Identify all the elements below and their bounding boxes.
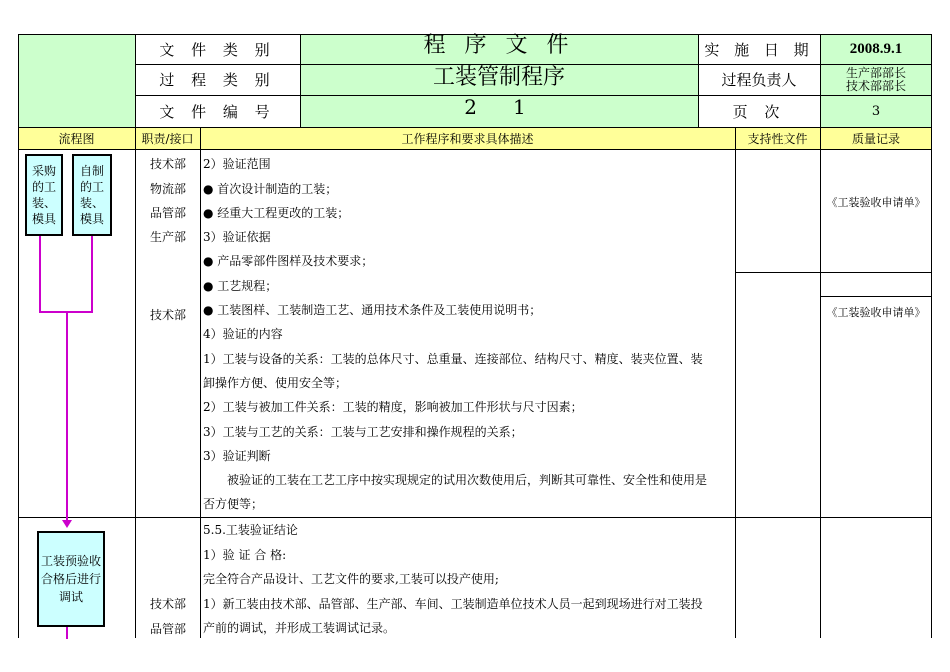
resp-4: 生产部: [150, 230, 187, 244]
page-label: 页 次: [732, 102, 786, 121]
desc-line: 完全符合产品设计、工艺文件的要求,工装可以投产使用;: [203, 572, 499, 586]
owner-value-line2: 技术部部长: [845, 79, 906, 93]
desc-line: 产前的调试，并形成工装调试记录。: [203, 621, 396, 635]
desc-line: 2）工装与被加工件关系：工装的精度，影响被加工件形状与尺寸因素；: [203, 400, 583, 414]
desc-line: ● 工装图样、工装制造工艺、通用技术条件及工装使用说明书；: [203, 303, 542, 317]
impl-date-label: 实 施 日 期: [704, 40, 814, 59]
desc-line: 否方便等；: [203, 497, 264, 511]
resp-2: 物流部: [150, 182, 187, 196]
col-flowchart: 流程图: [58, 131, 95, 146]
doc-number-value: 2 1: [464, 95, 534, 119]
desc-line: ● 产品零部件图样及技术要求；: [203, 254, 374, 268]
header-left-block: [18, 34, 135, 127]
process-category-value: 工装管制程序: [432, 65, 565, 90]
resp-7: 品管部: [150, 622, 187, 636]
desc-line: 2）验证范围: [203, 157, 271, 171]
desc-line: 被验证的工装在工艺工序中按实现规定的试用次数使用后，判断其可靠性、安全性和使用是: [203, 473, 708, 487]
desc-line: ● 工艺规程；: [203, 279, 278, 293]
connector-trunk: [66, 312, 68, 522]
col-description: 工作程序和要求具体描述: [401, 131, 534, 146]
connector-right-down: [91, 236, 93, 312]
desc-line: 4）验证的内容: [203, 327, 283, 341]
connector-left-down: [39, 236, 41, 312]
desc-line: 1）新工装由技术部、品管部、生产部、车间、工装制造单位技术人员一起到现场进行对工装投: [203, 597, 703, 611]
desc-line: 1）验 证 合 格:: [203, 548, 287, 562]
page-value: 3: [871, 103, 881, 119]
desc-line: 3）验证依据: [203, 230, 271, 244]
col-quality-records: 质量记录: [851, 131, 900, 146]
col-support-docs: 支持性文件: [747, 131, 808, 146]
resp-6: 技术部: [150, 597, 187, 611]
desc-line: 5.5.工装验证结论: [203, 523, 298, 537]
desc-line: 卸操作方便、使用安全等；: [203, 376, 348, 390]
owner-label: 过程负责人: [721, 71, 797, 89]
desc-line: 3）工装与工艺的关系：工装与工艺安排和操作规程的关系；: [203, 425, 523, 439]
flow-box-purchased: 采购 的工 装、 模具: [25, 154, 63, 236]
desc-line: ● 经重大工程更改的工装；: [203, 206, 350, 220]
desc-line: 3）验证判断: [203, 449, 271, 463]
arrow-head-icon: [62, 520, 72, 528]
connector-bottom: [66, 627, 68, 639]
process-category-label: 过 程 类 别: [159, 71, 276, 89]
desc-line: 1）工装与设备的关系：工装的总体尺寸、总重量、连接部位、结构尺寸、精度、装夹位置、装: [203, 352, 703, 366]
quality-record-2: 《工装验收申请单》: [826, 306, 926, 319]
flow-box-pre-accept: 工装预验收 合格后进行 调试: [37, 531, 105, 627]
desc-line: ● 首次设计制造的工装；: [203, 182, 338, 196]
col-responsibility: 职责/接口: [141, 131, 194, 146]
doc-number-label: 文 件 编 号: [159, 102, 276, 121]
flow-box-selfmade: 自制 的工 装、 模具: [72, 154, 112, 236]
doc-category-label: 文 件 类 别: [159, 40, 276, 59]
impl-date-value: 2008.9.1: [849, 40, 903, 57]
owner-value-line1: 生产部部长: [845, 66, 906, 80]
quality-record-1: 《工装验收申请单》: [826, 196, 926, 209]
resp-5: 技术部: [150, 308, 187, 322]
resp-3: 品管部: [150, 206, 187, 220]
doc-category-value: 程 序 文 件: [423, 33, 575, 58]
resp-1: 技术部: [150, 157, 187, 171]
